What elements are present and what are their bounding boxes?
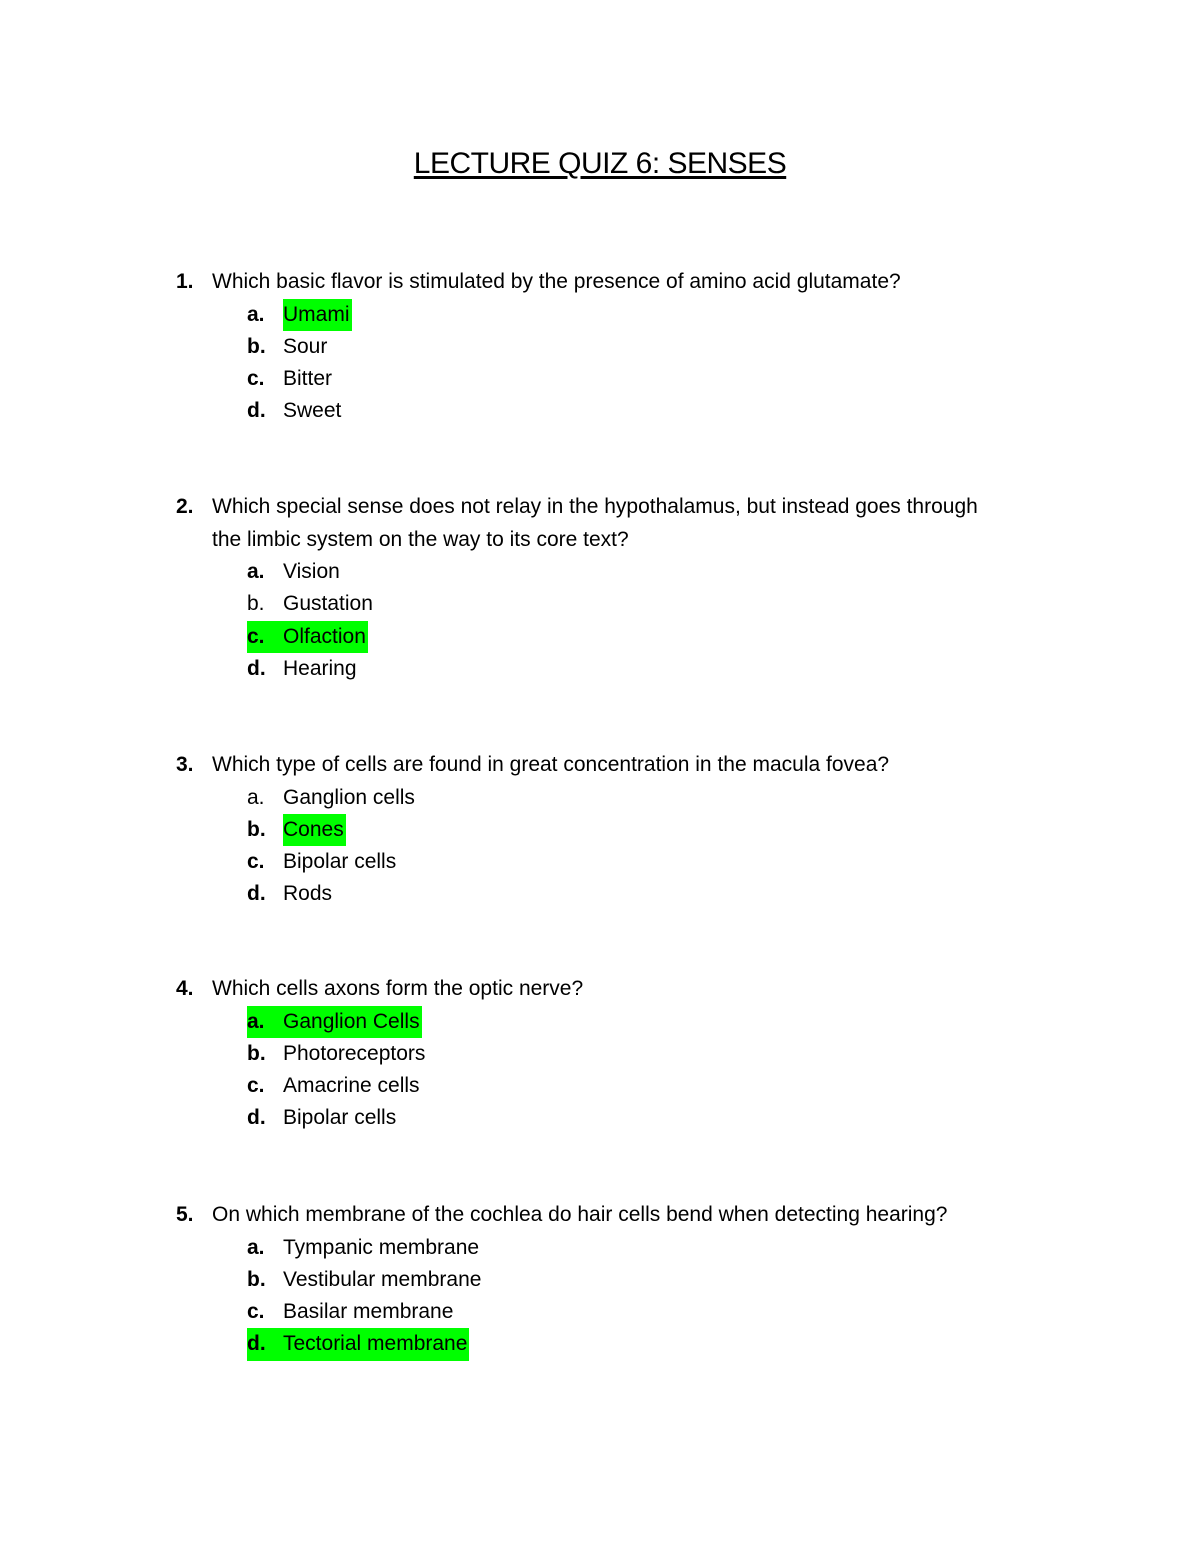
question-2: [0, 491, 1200, 685]
question-stem: [0, 749, 1200, 782]
answer-choice: [0, 1102, 1200, 1134]
answer-choice: [0, 653, 1200, 685]
choice-letter: b.: [247, 1041, 266, 1065]
choice-text: Gustation: [283, 592, 373, 616]
choice-text: Amacrine cells: [283, 1074, 420, 1098]
answer-choice: [0, 1296, 1200, 1328]
question-text: Which basic flavor is stimulated by the presence of amino acid glutamate?: [212, 270, 901, 293]
question-text: Which type of cells are found in great concentration in the macula fovea?: [212, 753, 890, 776]
choice-letter: b.: [247, 592, 265, 616]
choice-letter: a.: [247, 560, 265, 583]
page-title: LECTURE QUIZ 6: SENSES: [413, 147, 787, 180]
answer-choice: [0, 331, 1200, 363]
answer-choice: [0, 1038, 1200, 1070]
question-4: [0, 973, 1200, 1135]
choice-letter: c.: [247, 621, 285, 653]
answer-choice: [0, 1328, 1200, 1360]
choice-letter: d.: [247, 1106, 266, 1130]
answer-choice: [0, 299, 1200, 331]
answer-choice: [0, 1006, 1200, 1038]
choice-letter: d.: [247, 656, 266, 680]
question-number: 5.: [176, 1203, 194, 1226]
choice-text: Bipolar cells: [283, 850, 397, 874]
choice-text-correct: Tectorial membrane: [283, 1328, 469, 1360]
choice-letter: b.: [247, 334, 266, 358]
choice-text: Vestibular membrane: [283, 1267, 482, 1291]
answer-choice: [0, 878, 1200, 910]
answer-choice: [0, 1070, 1200, 1102]
question-stem: [0, 266, 1200, 299]
choice-letter: d.: [247, 1328, 286, 1360]
choice-text: Basilar membrane: [283, 1300, 454, 1324]
question-number: 2.: [176, 495, 194, 518]
choice-letter: d.: [247, 399, 266, 423]
question-1: [0, 266, 1200, 428]
choice-letter: a.: [247, 785, 265, 809]
choice-text-correct: Olfaction: [283, 621, 368, 653]
choice-text: Rods: [283, 882, 333, 906]
choice-text: Sour: [283, 334, 328, 358]
answer-choice: [0, 1264, 1200, 1296]
question-stem: [0, 491, 1200, 524]
choice-letter: d.: [247, 882, 266, 906]
choice-letter: b.: [247, 1267, 266, 1291]
choice-text: Tympanic membrane: [283, 1235, 480, 1259]
choice-letter: c.: [247, 1300, 265, 1324]
choice-text: Sweet: [283, 399, 342, 423]
choice-text: Vision: [283, 560, 340, 583]
answer-choice: [0, 588, 1200, 620]
answer-choice: [0, 846, 1200, 878]
choice-text-correct: Umami: [283, 299, 352, 331]
choice-letter: a.: [247, 302, 265, 326]
question-number: 1.: [176, 270, 194, 293]
question-text: Which special sense does not relay in the hypothalamus, but instead goes through: [212, 495, 978, 518]
question-stem: [0, 1199, 1200, 1232]
choice-letter: b.: [247, 817, 266, 841]
question-number: 4.: [176, 977, 194, 1000]
question-text: Which cells axons form the optic nerve?: [212, 977, 584, 1000]
question-3: [0, 749, 1200, 911]
choice-text-correct: Cones: [283, 814, 346, 846]
choice-text: Bipolar cells: [283, 1106, 397, 1130]
choice-text: Photoreceptors: [283, 1041, 426, 1065]
question-stem-continued: [0, 524, 1200, 557]
answer-choice: [0, 782, 1200, 814]
answer-choice: [0, 363, 1200, 395]
answer-choice: [0, 1232, 1200, 1264]
answer-choice: [0, 395, 1200, 427]
choice-letter: c.: [247, 1074, 265, 1098]
choice-letter: c.: [247, 850, 265, 874]
choice-text: Ganglion cells: [283, 785, 415, 809]
choice-text: Bitter: [283, 367, 333, 391]
answer-choice: [0, 814, 1200, 846]
choice-text: Hearing: [283, 656, 357, 680]
answer-choice: [0, 556, 1200, 588]
choice-letter: a.: [247, 1006, 285, 1038]
choice-letter: c.: [247, 367, 265, 391]
question-text: the limbic system on the way to its core text?: [212, 527, 629, 551]
question-5: [0, 1199, 1200, 1361]
answer-choice: [0, 621, 1200, 653]
choice-letter: a.: [247, 1235, 265, 1259]
question-text: On which membrane of the cochlea do hair cells bend when detecting hearing?: [212, 1203, 948, 1226]
question-number: 3.: [176, 753, 194, 776]
choice-text-correct: Ganglion Cells: [283, 1006, 422, 1038]
question-stem: [0, 973, 1200, 1006]
